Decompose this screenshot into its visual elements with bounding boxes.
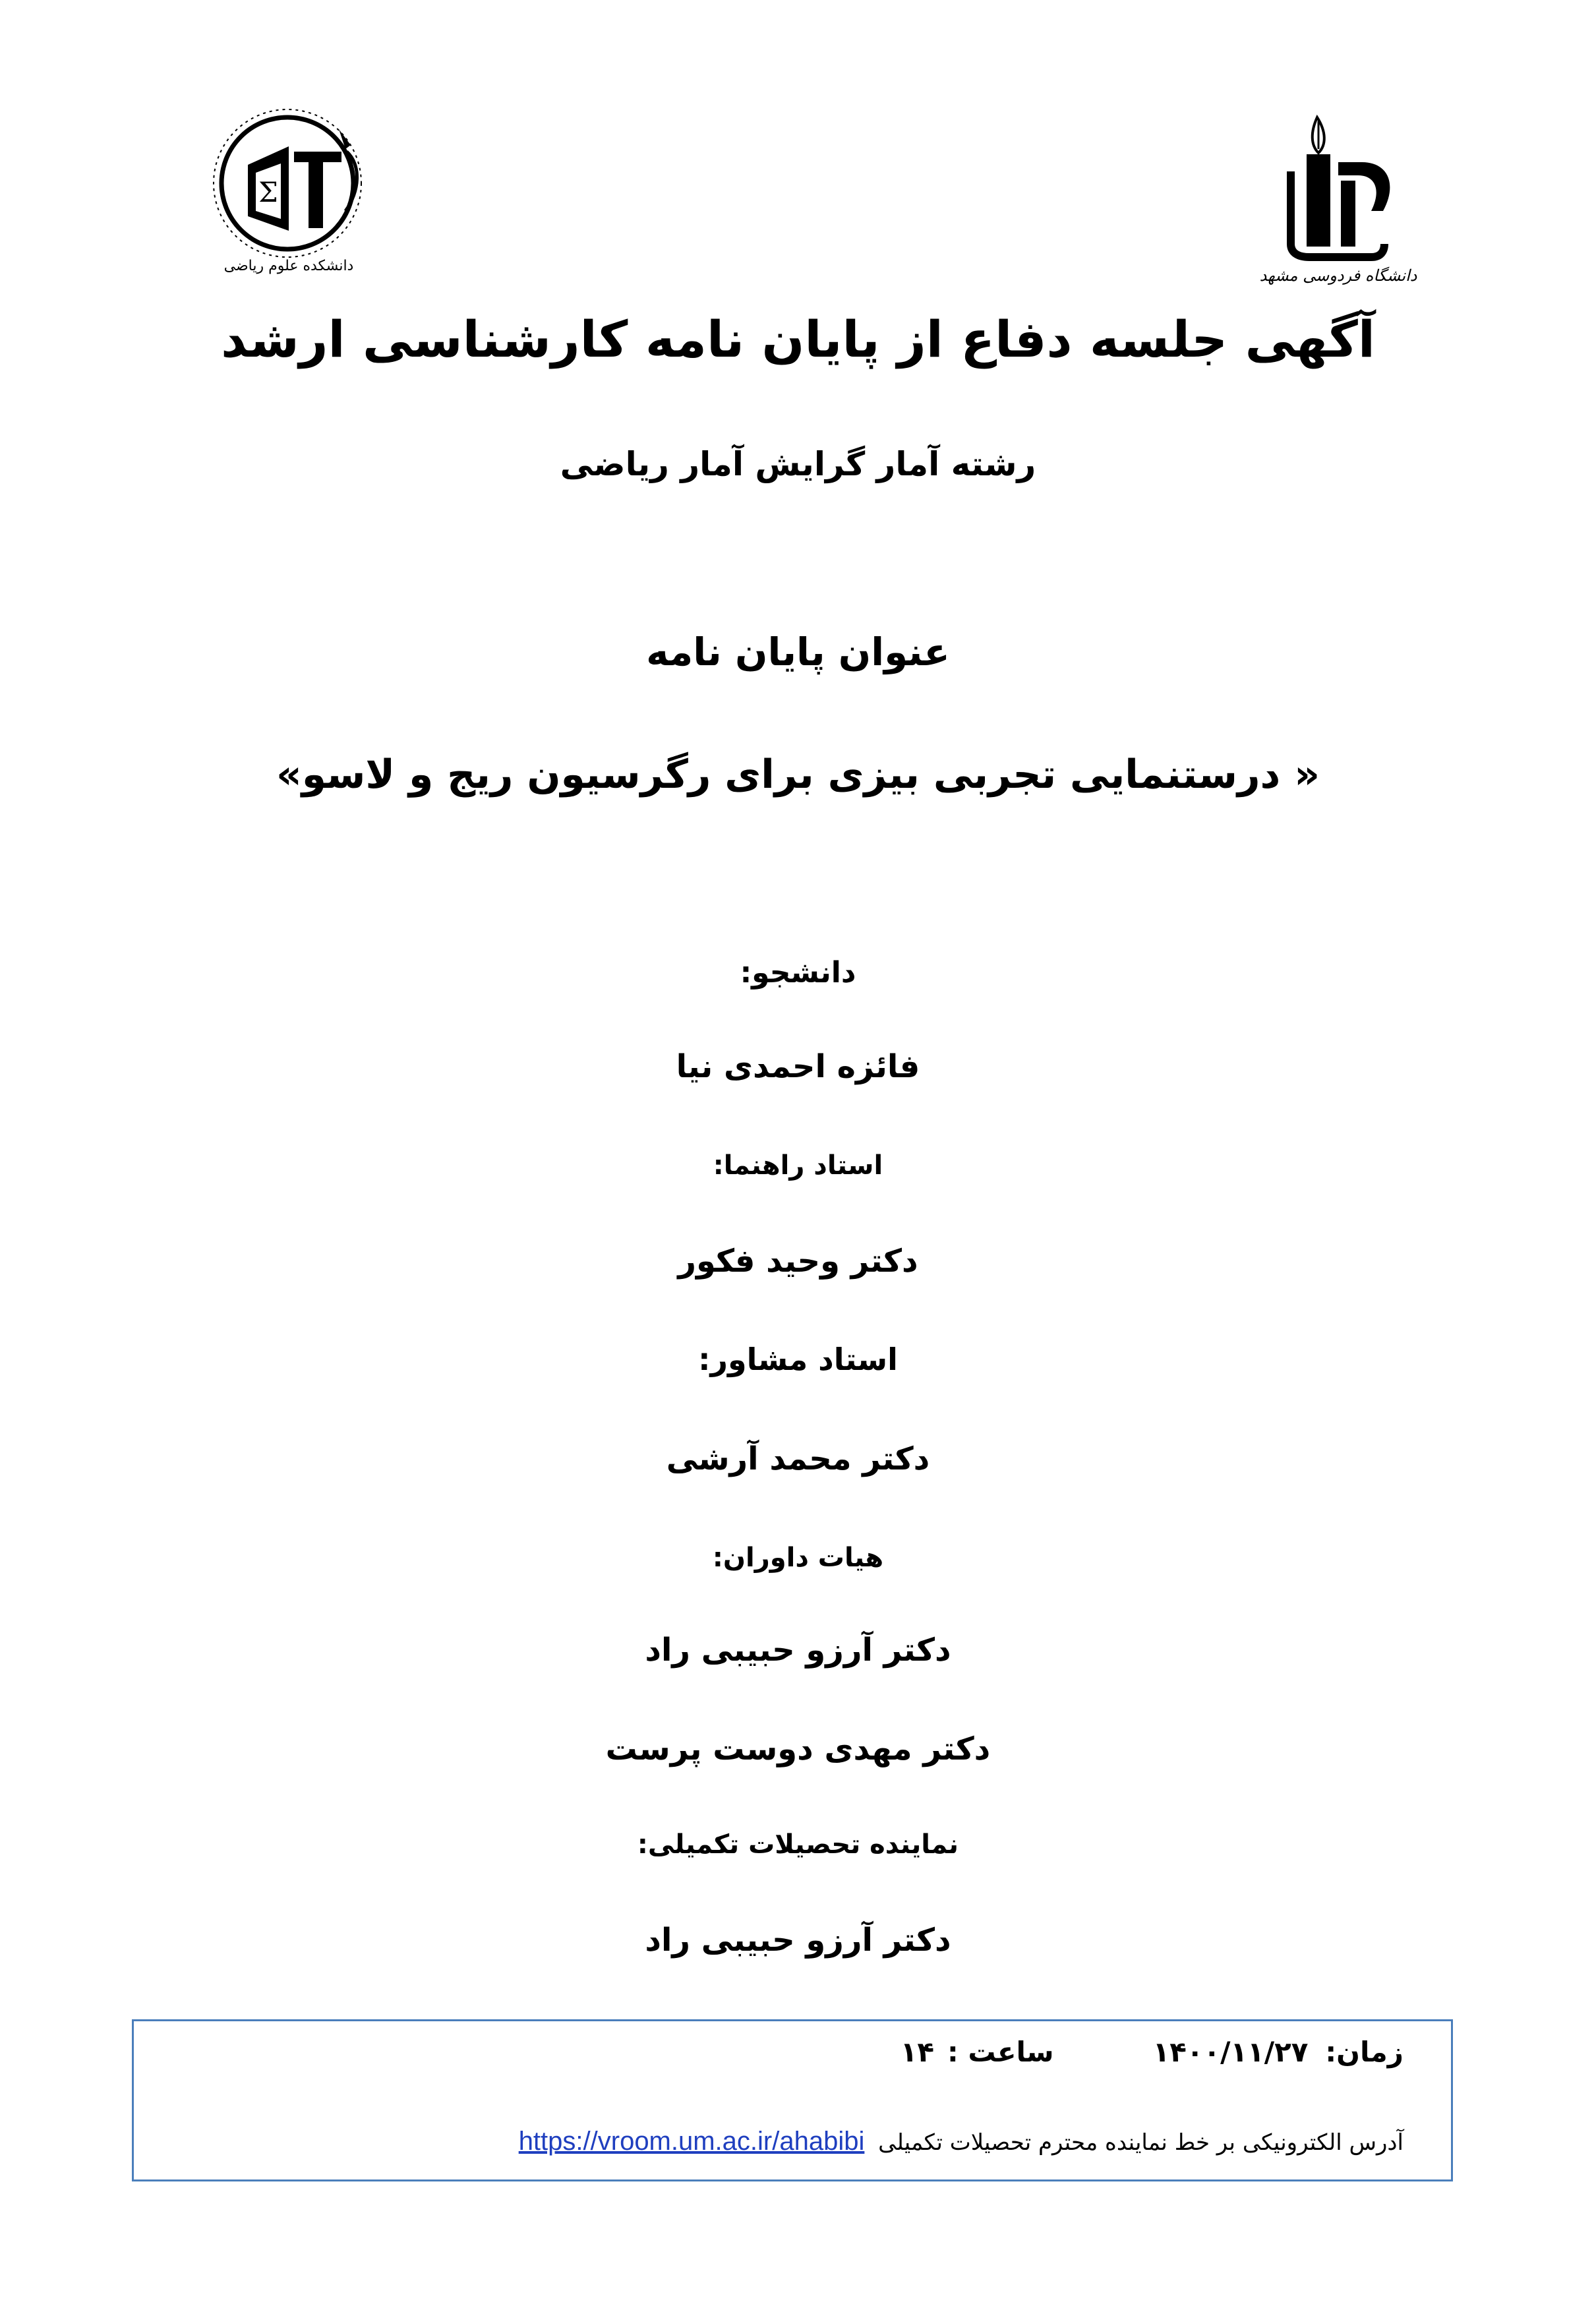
announcement-title: آگهی جلسه دفاع از پایان نامه کارشناسی ارشد [221, 310, 1375, 369]
advisor-name: دکتر محمد آرشی [666, 1440, 930, 1477]
judge-name: دکتر آرزو حبیبی راد [645, 1632, 951, 1669]
session-time-row [901, 2036, 1404, 2068]
ferdowsi-university-logo [1259, 112, 1417, 290]
representative-label: نماینده تحصیلات تکمیلی: [637, 1829, 959, 1860]
session-hour: ۱۴ [900, 2036, 934, 2068]
vroom-link[interactable]: https://vroom.um.ac.ir/ahabibi [518, 2127, 865, 2156]
faculty-math-logo [210, 105, 381, 283]
program-subtitle: رشته آمار گرایش آمار ریاضی [560, 445, 1036, 483]
student-label: دانشجو: [740, 956, 856, 990]
session-info-box [132, 2019, 1453, 2181]
hour-label: ساعت : [947, 2036, 1054, 2068]
university-logo-caption: دانشگاه فردوسی مشهد [1259, 266, 1417, 285]
svg-text:Σ: Σ [258, 176, 278, 208]
thesis-title: « درستنمایی تجربی بیزی برای رگرسیون ریج و لاسو» [276, 752, 1320, 798]
address-row [519, 2127, 1404, 2156]
time-label: زمان: [1325, 2036, 1404, 2068]
faculty-logo-caption: دانشکده علوم ریاضی [223, 258, 354, 274]
thesis-heading: عنوان پایان نامه [646, 630, 950, 674]
advisor-label: استاد مشاور: [698, 1342, 898, 1377]
judges-label: هیات داوران: [712, 1543, 884, 1573]
address-text: آدرس الکترونیکی بر خط نماینده محترم تحصیلات تکمیلی [878, 2129, 1404, 2156]
student-name: فائزه احمدی نیا [676, 1048, 920, 1085]
judge-name: دکتر مهدی دوست پرست [605, 1731, 991, 1767]
supervisor-label: استاد راهنما: [713, 1150, 883, 1181]
supervisor-name: دکتر وحید فکور [678, 1243, 918, 1280]
representative-name: دکتر آرزو حبیبی راد [645, 1922, 951, 1959]
session-date: ۱۴۰۰/۱۱/۲۷ [1152, 2036, 1309, 2068]
